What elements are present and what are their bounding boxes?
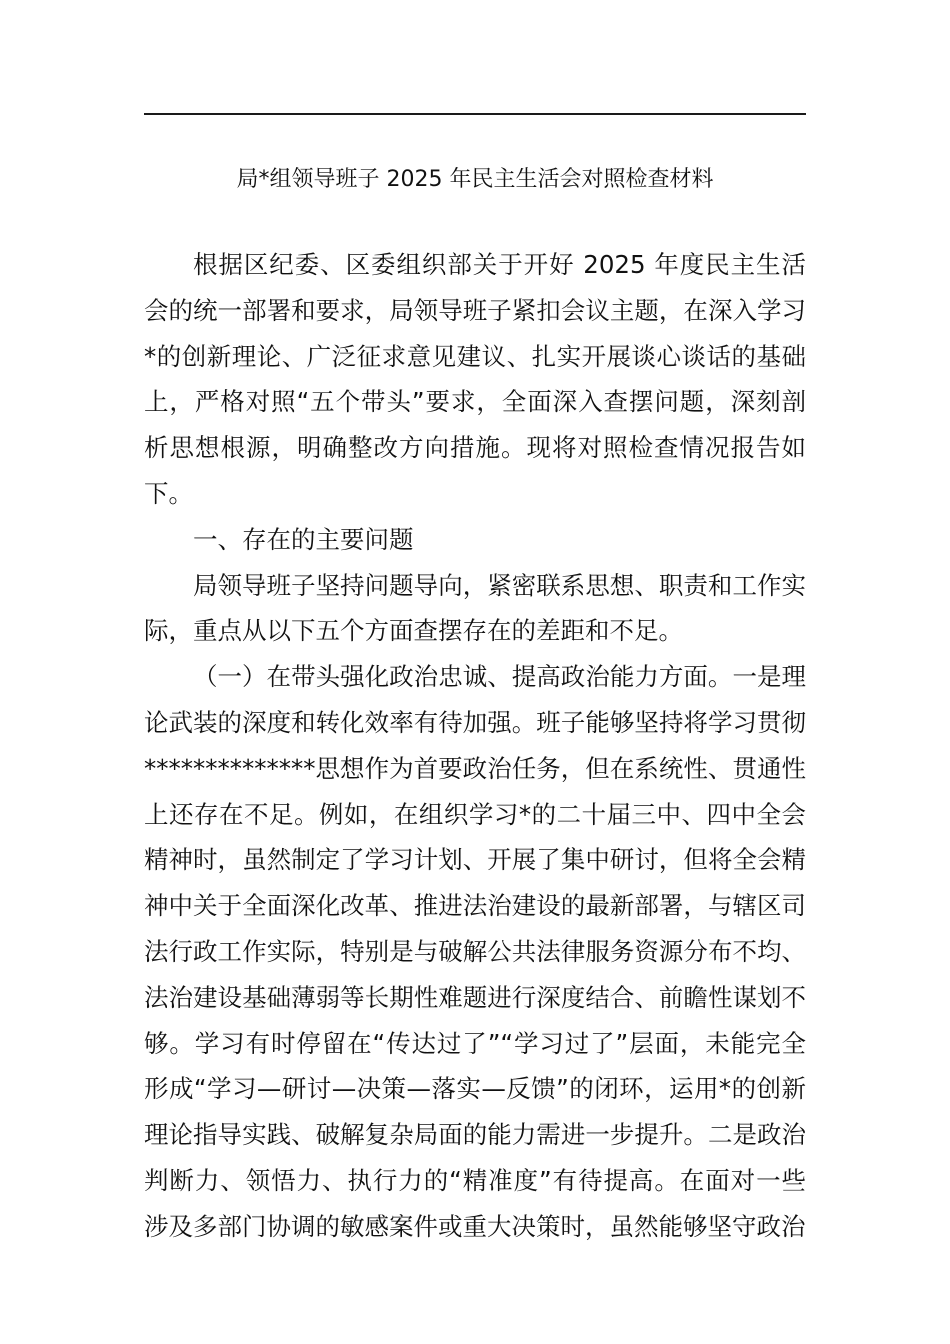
document-title: 局*组领导班子 2025 年民主生活会对照检查材料: [236, 167, 714, 192]
header-rule: [144, 113, 806, 115]
section-intro-paragraph: 局领导班子坚持问题导向，紧密联系思想、职责和工作实际，重点从以下五个方面查摆存在的差距和不足。: [144, 570, 806, 646]
intro-paragraph: 根据区纪委、区委组织部关于开好 2025 年度民主生活会的统一部署和要求，局领导班子紧扣会议主题，在深入学习*的创新理论、广泛征求意见建议、扎实开展谈心谈话的基础上，严格对照“五个带头”要求，全面深入查摆问题，深刻剖析思想根源，明确整改方向措施。现将对照检查情况报告如下。: [144, 250, 806, 508]
document-body: [144, 242, 806, 1250]
subsection-one-paragraph: （一）在带头强化政治忠诚、提高政治能力方面。一是理论武装的深度和转化效率有待加强。班子能够坚持将学习贯彻**************思想作为首要政治任务，但在系统性、贯通性上还存在不足。例如，在组织学习*的二十届三中、四中全会精神时，虽然制定了学习计划、开展了集中研讨，但将全会精神中关于全面深化改革、推进法治建设的最新部署，与辖区司法行政工作实际，特别是与破解公共法律服务资源分布不均、法治建设基础薄弱等长期性难题进行深度结合、前瞻性谋划不够。学习有时停留在“传达过了”“学习过了”层面，未能完全形成“学习—研讨—决策—落实—反馈”的闭环，运用*的创新理论指导实践、破解复杂局面的能力需进一步提升。二是政治判断力、领悟力、执行力的“精准度”有待提高。在面对一些涉及多部门协调的敏感案件或重大决策时，虽然能够坚守政治: [144, 662, 806, 1241]
section-heading-main-problems: 一、存在的主要问题: [193, 524, 414, 554]
